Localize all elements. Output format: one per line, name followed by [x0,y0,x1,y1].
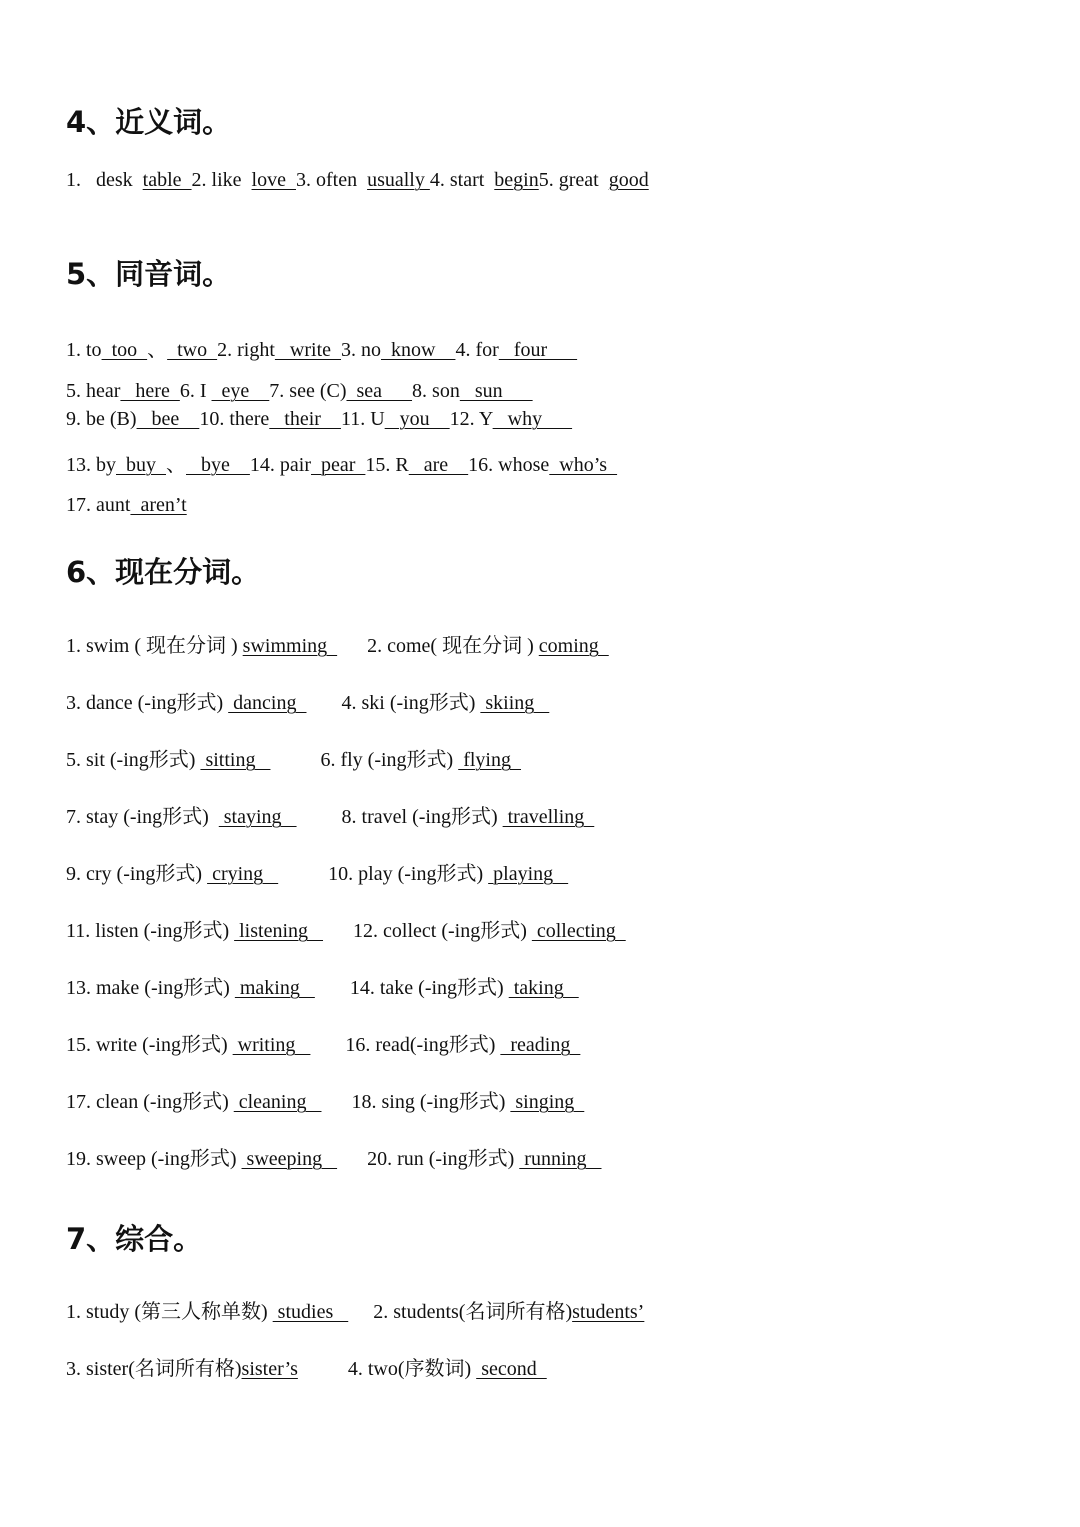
question-text: 13. by [66,454,116,476]
question-text: 12. Y [449,408,493,430]
answer-blank: staying [218,806,297,828]
answer-line [66,379,533,403]
question-text: 15. write (-ing形式) [66,1034,233,1056]
answer-blank: flying [458,749,521,771]
answer-blank: sitting [200,749,271,771]
question-text: 12. collect (-ing形式) [323,920,532,942]
section-heading-present-participles: 6、现在分词。 [66,555,261,589]
question-text: 1. study (第三人称单数) [66,1301,273,1323]
answer-blank: crying [207,863,279,885]
answer-line [66,805,594,829]
question-text: 14. pair [249,454,311,476]
answer-blank: studies [272,1301,349,1323]
answer-line [66,453,617,477]
question-text: 3. sister(名词所有格) [66,1358,242,1380]
answer-line [66,691,549,715]
answer-blank: taking [508,977,579,999]
answer-blank: singing [510,1091,585,1113]
question-text: 19. sweep (-ing形式) [66,1148,242,1170]
question-text: 2. right [217,339,275,361]
section-heading-comprehensive: 7、综合。 [66,1222,203,1256]
answer-blank: pear [310,454,366,476]
question-text: 6. I [179,380,212,402]
question-text: 4. for [455,339,499,361]
question-text: 17. aunt [66,494,131,516]
question-text: 15. R [365,454,409,476]
answer-blank: too [101,339,148,361]
question-text: 6. fly (-ing形式) [270,749,459,771]
answer-line [66,919,626,943]
answer-blank: table [142,169,192,191]
question-text: 16. whose [468,454,550,476]
question-text: 3. dance (-ing形式) [66,692,229,714]
question-text: 5. sit (-ing形式) [66,749,201,771]
answer-blank: students’ [572,1301,645,1323]
answer-blank: listening [234,920,324,942]
question-text: 2. students(名词所有格) [348,1301,573,1323]
answer-blank: are [408,454,469,476]
question-text: 20. run (-ing形式) [337,1148,520,1170]
answer-line [66,976,579,1000]
question-text: 7. stay (-ing形式) [66,806,219,828]
answer-blank: making [234,977,315,999]
question-text: 4. start [429,169,495,191]
answer-blank: four [498,339,578,361]
answer-line [66,168,649,192]
question-text: 1. desk [66,169,143,191]
question-text: 3. no [341,339,381,361]
answer-line [66,634,609,658]
answer-blank: sister’s [241,1358,298,1380]
answer-blank: collecting [531,920,626,942]
answer-line [66,1147,602,1171]
question-text: 、 [166,454,186,476]
answer-blank: you [384,408,450,430]
question-text: 8. son [412,380,460,402]
answer-blank: dancing [228,692,307,714]
answer-blank: their [269,408,341,430]
question-text: 18. sing (-ing形式) [321,1091,511,1113]
answer-line [66,862,568,886]
answer-blank: usually [367,169,430,191]
question-text: 1. to [66,339,102,361]
question-text: 16. read(-ing形式) [310,1034,501,1056]
answer-blank: skiing [480,692,550,714]
answer-blank: cleaning [233,1091,322,1113]
question-text: 8. travel (-ing形式) [296,806,503,828]
answer-blank: writing [232,1034,311,1056]
question-text: 9. cry (-ing形式) [66,863,208,885]
answer-line [66,1033,580,1057]
answer-line [66,1300,644,1324]
answer-blank: coming [538,635,609,657]
answer-blank: aren’t [130,494,187,516]
answer-blank: love [251,169,296,191]
question-text: 17. clean (-ing形式) [66,1091,234,1113]
answer-blank: sweeping [241,1148,338,1170]
answer-blank: begin [494,169,539,191]
answer-blank: playing [488,863,569,885]
answer-line [66,1357,547,1381]
answer-blank: sun [459,380,533,402]
question-text: 5. great [538,169,609,191]
question-text: 10. there [199,408,270,430]
question-text: 11. U [340,408,385,430]
answer-blank: good [608,169,649,191]
answer-blank: two [167,339,218,361]
answer-blank: bee [136,408,200,430]
question-text: 1. swim ( 现在分词 ) [66,635,243,657]
answer-blank: swimming [242,635,338,657]
question-text: 5. hear [66,380,121,402]
question-text: 4. ski (-ing形式) [306,692,481,714]
answer-line [66,338,577,362]
answer-line [66,493,187,517]
answer-blank: know [381,339,456,361]
answer-blank: sea [346,380,413,402]
question-text: 11. listen (-ing形式) [66,920,235,942]
question-text: 4. two(序数词) [297,1358,477,1380]
answer-line [66,748,521,772]
answer-line [66,407,572,431]
answer-blank: reading [500,1034,581,1056]
answer-line [66,1090,584,1114]
answer-blank: who’s [549,454,618,476]
answer-blank: second [476,1358,547,1380]
section-heading-homophones: 5、同音词。 [66,257,232,291]
answer-blank: write [274,339,341,361]
question-text: 2. come( 现在分词 ) [337,635,539,657]
question-text: 14. take (-ing形式) [314,977,509,999]
question-text: 2. like [191,169,252,191]
answer-blank: travelling [502,806,595,828]
answer-blank: buy [116,454,166,476]
answer-blank: here [120,380,180,402]
question-text: 、 [147,339,168,361]
question-text: 3. often [295,169,368,191]
question-text: 13. make (-ing形式) [66,977,235,999]
question-text: 10. play (-ing形式) [278,863,489,885]
answer-blank: why [492,408,573,430]
answer-blank: eye [211,380,270,402]
question-text: 7. see (C) [269,380,347,402]
answer-blank: running [519,1148,602,1170]
section-heading-synonyms: 4、近义词。 [66,105,232,139]
question-text: 9. be (B) [66,408,137,430]
answer-blank: bye [186,454,250,476]
